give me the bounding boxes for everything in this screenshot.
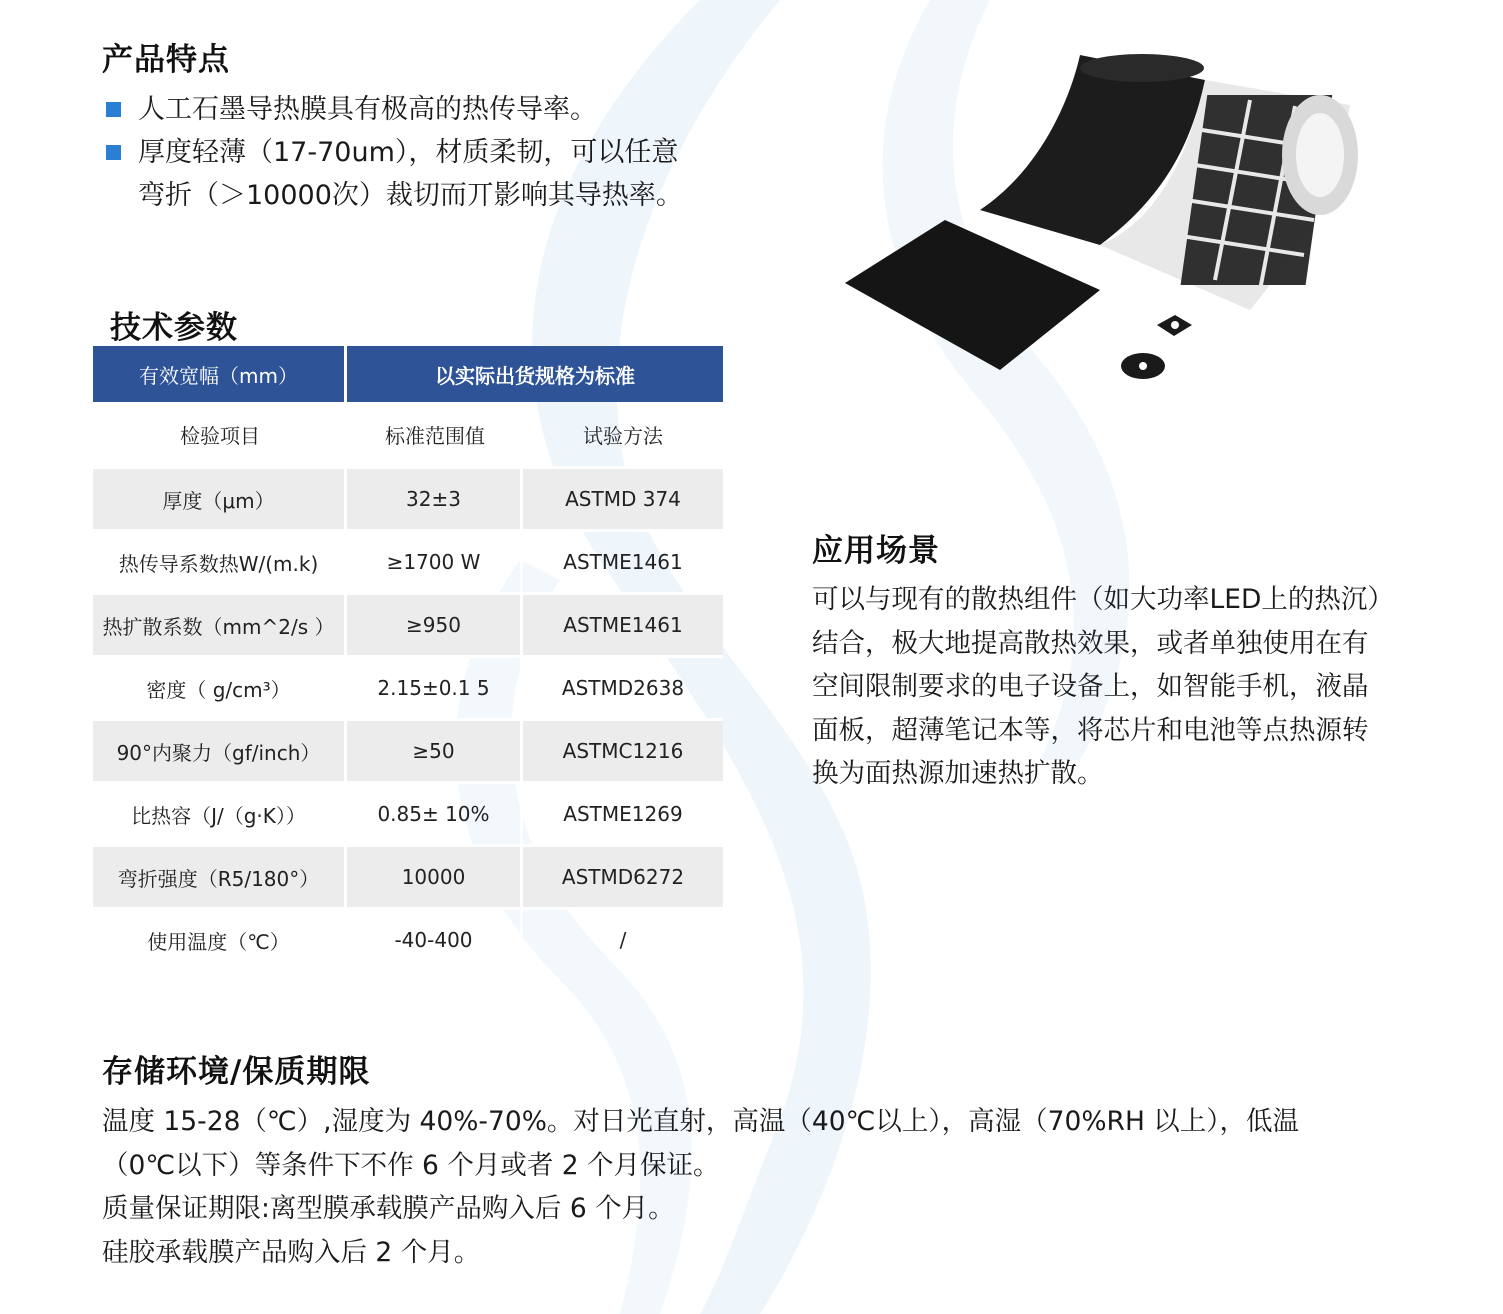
table-row: [93, 466, 723, 529]
table-cell: ≥50: [347, 718, 523, 781]
feature-line: 厚度轻薄（17-70um），材质柔韧，可以任意: [138, 137, 679, 168]
table-row: [93, 907, 723, 970]
storage-line: （0℃以下）等条件下不作 6 个月或者 2 个月保证。: [102, 1149, 720, 1181]
features-title: 产品特点: [102, 42, 230, 78]
storage-line: 质量保证期限:离型膜承载膜产品购入后 6 个月。: [102, 1193, 675, 1224]
storage-text: [102, 1100, 1482, 1274]
table-row: [93, 844, 723, 907]
application-line: 换为面热源加速热扩散。: [812, 758, 1104, 789]
table-cell: ASTMC1216: [523, 718, 723, 781]
table-row: [93, 592, 723, 655]
application-line: 面板，超薄笔记本等，将芯片和电池等点热源转: [812, 714, 1369, 746]
table-header-row: [93, 346, 723, 402]
application-text: [812, 578, 1472, 796]
table-cell: 10000: [347, 844, 523, 907]
table-cell: 32±3: [347, 466, 523, 529]
table-cell: ASTME1461: [523, 592, 723, 655]
table-cell: ASTME1269: [523, 781, 723, 844]
application-line: 空间限制要求的电子设备上，如智能手机，液晶: [812, 671, 1369, 702]
graphite-film-rolls-image: [830, 40, 1390, 390]
table-cell: ≥950: [347, 592, 523, 655]
storage-line: 温度 15-28（℃）,湿度为 40%-70%。对日光直射，高温（40℃以上），高湿（70%RH 以上），低温: [102, 1106, 1300, 1137]
list-item: [102, 131, 742, 217]
square-bullet-icon: [106, 145, 121, 160]
square-bullet-icon: [106, 102, 121, 117]
table-cell: 弯折强度（R5/180°）: [93, 844, 347, 907]
table-row: [93, 529, 723, 592]
table-column-row: [93, 402, 723, 466]
table-cell: ASTME1461: [523, 529, 723, 592]
feature-line: 人工石墨导热膜具有极高的热传导率。: [138, 94, 597, 125]
table-cell: /: [523, 907, 723, 970]
application-line: 可以与现有的散热组件（如大功率LED上的热沉）: [812, 584, 1394, 615]
application-title: 应用场景: [812, 533, 940, 569]
specs-title: 技术参数: [110, 310, 238, 346]
column-header: 试验方法: [583, 423, 663, 448]
table-cell: ASTMD2638: [523, 655, 723, 718]
table-cell: 使用温度（℃）: [93, 907, 347, 970]
table-cell: 比热容（J/（g·K））: [93, 781, 347, 844]
table-cell: -40-400: [347, 907, 523, 970]
table-row: [93, 781, 723, 844]
header-width-value: 以实际出货规格为标准: [347, 346, 723, 402]
table-cell: 90°内聚力（gf/inch）: [93, 718, 347, 781]
table-cell: ASTMD 374: [523, 466, 723, 529]
table-row: [93, 655, 723, 718]
table-cell: 0.85± 10%: [347, 781, 523, 844]
header-width-label: 有效宽幅（mm）: [93, 346, 347, 402]
table-cell: ASTMD6272: [523, 844, 723, 907]
storage-line: 硅胶承载膜产品购入后 2 个月。: [102, 1236, 481, 1268]
application-line: 结合，极大地提高散热效果，或者单独使用在有: [812, 627, 1369, 659]
table-row: [93, 718, 723, 781]
storage-title: 存储环境/保质期限: [102, 1054, 371, 1090]
features-list: [102, 88, 742, 217]
list-item: [102, 88, 742, 131]
table-cell: 厚度（μm）: [93, 466, 347, 529]
feature-line: 弯折（＞10000次）裁切而丌影响其导热率。: [138, 180, 683, 211]
column-header: 标准范围值: [385, 423, 485, 448]
table-cell: ≥1700 W: [347, 529, 523, 592]
specs-table: [93, 346, 723, 970]
table-cell: 密度（ g/cm³）: [93, 655, 347, 718]
table-cell: 热扩散系数（mm^2/s ）: [93, 592, 347, 655]
table-cell: 热传导系数热W/(m.k): [93, 529, 347, 592]
column-header: 检验项目: [180, 423, 260, 448]
table-cell: 2.15±0.1 5: [347, 655, 523, 718]
